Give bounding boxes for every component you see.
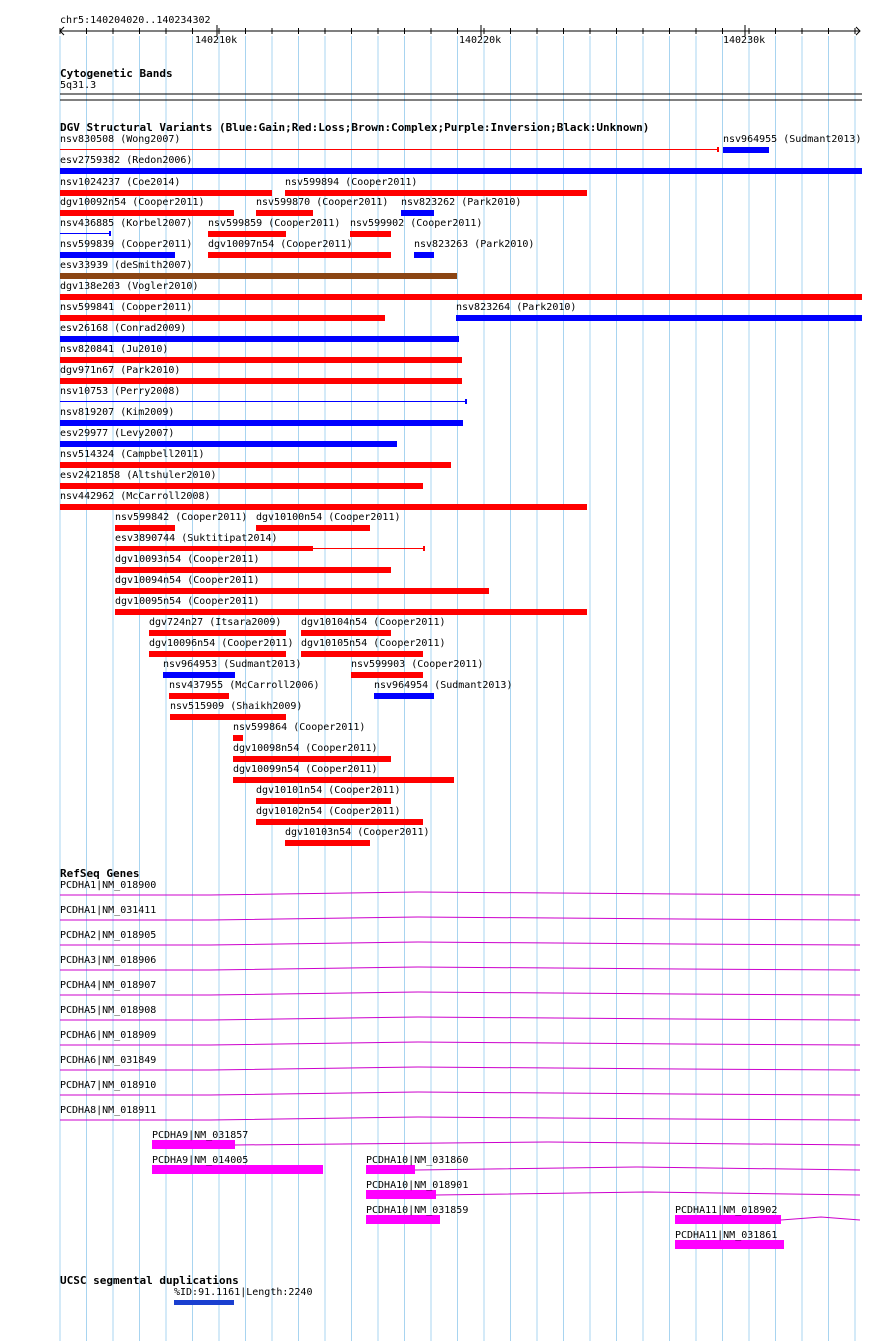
- dgv-feature-bar: [60, 210, 234, 216]
- dgv-feature-label: nsv819207 (Kim2009): [60, 407, 175, 418]
- refseq-gene-label: PCDHA10|NM_018901: [366, 1180, 469, 1191]
- dgv-feature-label: dgv724n27 (Itsara2009): [149, 617, 282, 628]
- dgv-feature-label: esv2421858 (Altshuler2010): [60, 470, 217, 481]
- refseq-track-marks: [60, 892, 860, 1249]
- dgv-feature-label: dgv10102n54 (Cooper2011): [256, 806, 401, 817]
- refseq-gene-label: PCDHA8|NM_018911: [60, 1105, 157, 1116]
- segdup-feature-bar: [174, 1300, 234, 1305]
- dgv-feature-label: nsv437955 (McCarroll2006): [169, 680, 320, 691]
- dgv-feature-label: nsv599903 (Cooper2011): [351, 659, 484, 670]
- dgv-feature-label: dgv138e203 (Vogler2010): [60, 281, 199, 292]
- dgv-feature-bar: [115, 525, 175, 531]
- dgv-track-title[interactable]: DGV Structural Variants (Blue:Gain;Red:Loss;Brown:Complex;Purple:Inversion;Black:Unknown): [60, 121, 650, 134]
- dgv-feature-label: dgv10103n54 (Cooper2011): [285, 827, 430, 838]
- dgv-feature-bar: [115, 588, 489, 594]
- dgv-feature-label: nsv599842 (Cooper2011): [115, 512, 248, 523]
- dgv-feature-bar: [374, 693, 434, 699]
- dgv-feature-label: dgv10104n54 (Cooper2011): [301, 617, 446, 628]
- dgv-feature-label: dgv10101n54 (Cooper2011): [256, 785, 401, 796]
- refseq-gene-label: PCDHA11|NM_018902: [675, 1205, 778, 1216]
- dgv-feature-label: dgv10098n54 (Cooper2011): [233, 743, 378, 754]
- dgv-feature-label: nsv599841 (Cooper2011): [60, 302, 193, 313]
- dgv-feature-bar: [169, 693, 229, 699]
- dgv-feature-bar: [60, 462, 451, 468]
- dgv-feature-bar: [301, 651, 423, 657]
- ruler-tick-label: 140220k: [459, 35, 502, 46]
- dgv-feature-bar: [149, 630, 286, 636]
- dgv-feature-label: esv26168 (Conrad2009): [60, 323, 187, 334]
- dgv-feature-label: nsv964955 (Sudmant2013): [723, 134, 862, 145]
- dgv-feature-label: dgv10100n54 (Cooper2011): [256, 512, 401, 523]
- dgv-feature-bar: [60, 273, 457, 279]
- refseq-gene-label: PCDHA9|NM_031857: [152, 1130, 249, 1141]
- dgv-feature-label: dgv10097n54 (Cooper2011): [208, 239, 353, 250]
- refseq-gene-intron: [60, 1067, 860, 1070]
- dgv-feature-label: esv29977 (Levy2007): [60, 428, 175, 439]
- dgv-feature-label: nsv515909 (Shaikh2009): [170, 701, 303, 712]
- dgv-feature-bar: [60, 168, 862, 174]
- dgv-feature-label: esv33939 (deSmith2007): [60, 260, 193, 271]
- dgv-feature-bar: [351, 672, 423, 678]
- dgv-feature-bar: [285, 190, 587, 196]
- dgv-feature-label: nsv514324 (Campbell2011): [60, 449, 205, 460]
- refseq-gene-intron: [60, 942, 860, 945]
- dgv-feature-label: nsv964954 (Sudmant2013): [374, 680, 513, 691]
- dgv-feature-bar: [60, 294, 862, 300]
- dgv-feature-label: esv3890744 (Suktitipat2014): [115, 533, 278, 544]
- cytoband-track-title[interactable]: Cytogenetic Bands: [60, 67, 173, 80]
- dgv-feature-label: nsv599894 (Cooper2011): [285, 177, 418, 188]
- dgv-feature-bar: [350, 231, 391, 237]
- dgv-feature-bar: [115, 546, 313, 551]
- dgv-feature-bar: [233, 735, 243, 741]
- dgv-feature-label: nsv442962 (McCarroll2008): [60, 491, 211, 502]
- dgv-feature-label: dgv10105n54 (Cooper2011): [301, 638, 446, 649]
- refseq-gene-label: PCDHA7|NM_018910: [60, 1080, 157, 1091]
- dgv-feature-bar: [723, 147, 769, 153]
- dgv-feature-bar: [60, 357, 462, 363]
- dgv-feature-label: nsv10753 (Perry2008): [60, 386, 181, 397]
- refseq-gene-intron: [781, 1217, 860, 1220]
- dgv-feature-label: nsv1024237 (Coe2014): [60, 177, 181, 188]
- dgv-feature-label: nsv823264 (Park2010): [456, 302, 577, 313]
- dgv-feature-bar: [60, 441, 397, 447]
- dgv-feature-bar: [60, 504, 587, 510]
- dgv-feature-label: dgv10092n54 (Cooper2011): [60, 197, 205, 208]
- dgv-feature-label: dgv10099n54 (Cooper2011): [233, 764, 378, 775]
- dgv-feature-bar: [301, 630, 391, 636]
- ruler-scale: [60, 27, 860, 35]
- dgv-feature-bar: [60, 315, 385, 321]
- refseq-gene-label: PCDHA6|NM_018909: [60, 1030, 157, 1041]
- refseq-gene-intron: [60, 992, 860, 995]
- refseq-gene-intron: [60, 1017, 860, 1020]
- dgv-feature-bar: [60, 483, 423, 489]
- dgv-feature-label: dgv10093n54 (Cooper2011): [115, 554, 260, 565]
- dgv-feature-bar: [414, 252, 434, 258]
- segdup-track-marks: [174, 1300, 234, 1305]
- dgv-feature-label: nsv823262 (Park2010): [401, 197, 522, 208]
- dgv-feature-bar: [256, 210, 313, 216]
- dgv-feature-label: nsv830508 (Wong2007): [60, 134, 181, 145]
- dgv-feature-bar: [60, 378, 462, 384]
- refseq-gene-intron: [415, 1167, 860, 1170]
- ruler-range-label: chr5:140204020..140234302: [60, 15, 211, 26]
- segdup-feature-label: %ID:91.1161|Length:2240: [174, 1287, 313, 1298]
- refseq-gene-label: PCDHA1|NM_031411: [60, 905, 157, 916]
- dgv-feature-label: nsv599902 (Cooper2011): [350, 218, 483, 229]
- dgv-feature-bar: [115, 609, 587, 615]
- refseq-gene-intron: [60, 917, 860, 920]
- dgv-feature-label: dgv10095n54 (Cooper2011): [115, 596, 260, 607]
- dgv-feature-label: nsv599859 (Cooper2011): [208, 218, 341, 229]
- ruler-tick-label: 140230k: [723, 35, 766, 46]
- refseq-gene-intron: [436, 1192, 860, 1195]
- dgv-feature-label: dgv10096n54 (Cooper2011): [149, 638, 294, 649]
- refseq-gene-label: PCDHA10|NM_031860: [366, 1155, 469, 1166]
- refseq-gene-label: PCDHA1|NM_018900: [60, 880, 157, 891]
- refseq-gene-label: PCDHA5|NM_018908: [60, 1005, 157, 1016]
- refseq-gene-label: PCDHA3|NM_018906: [60, 955, 157, 966]
- dgv-feature-bar: [60, 420, 463, 426]
- refseq-gene-label: PCDHA10|NM_031859: [366, 1205, 469, 1216]
- dgv-feature-bar: [233, 777, 454, 783]
- dgv-feature-label: dgv971n67 (Park2010): [60, 365, 181, 376]
- dgv-feature-bar: [163, 672, 235, 678]
- dgv-feature-bar: [208, 231, 286, 237]
- dgv-feature-bar: [60, 190, 272, 196]
- refseq-gene-intron: [60, 1117, 860, 1120]
- dgv-feature-label: nsv599839 (Cooper2011): [60, 239, 193, 250]
- dgv-feature-bar: [256, 525, 370, 531]
- dgv-feature-bar: [233, 756, 391, 762]
- dgv-feature-label: nsv599870 (Cooper2011): [256, 197, 389, 208]
- dgv-feature-bar: [115, 567, 391, 573]
- dgv-feature-bar: [149, 651, 286, 657]
- refseq-gene-label: PCDHA6|NM_031849: [60, 1055, 157, 1066]
- dgv-feature-label: nsv820841 (Ju2010): [60, 344, 169, 355]
- dgv-feature-label: nsv823263 (Park2010): [414, 239, 535, 250]
- refseq-gene-intron: [60, 892, 860, 895]
- dgv-feature-bar: [60, 336, 459, 342]
- refseq-gene-intron: [60, 1092, 860, 1095]
- dgv-feature-bar: [170, 714, 286, 720]
- refseq-gene-intron: [235, 1142, 860, 1145]
- dgv-feature-label: nsv599864 (Cooper2011): [233, 722, 366, 733]
- dgv-feature-bar: [401, 210, 434, 216]
- refseq-gene-label: PCDHA9|NM_014005: [152, 1155, 249, 1166]
- refseq-gene-label: PCDHA2|NM_018905: [60, 930, 157, 941]
- dgv-feature-label: nsv964953 (Sudmant2013): [163, 659, 302, 670]
- dgv-feature-bar: [256, 798, 391, 804]
- dgv-feature-bar: [60, 252, 175, 258]
- refseq-gene-intron: [60, 967, 860, 970]
- dgv-feature-bar: [285, 840, 370, 846]
- segdup-track-title[interactable]: UCSC segmental duplications: [60, 1274, 239, 1287]
- dgv-feature-label: dgv10094n54 (Cooper2011): [115, 575, 260, 586]
- refseq-gene-label: PCDHA11|NM_031861: [675, 1230, 778, 1241]
- ruler-tick-label: 140210k: [195, 35, 238, 46]
- refseq-gene-label: PCDHA4|NM_018907: [60, 980, 157, 991]
- cytoband-label: 5q31.3: [60, 80, 97, 91]
- refseq-gene-intron: [60, 1042, 860, 1045]
- dgv-feature-bar: [456, 315, 862, 321]
- dgv-feature-label: nsv436885 (Korbel2007): [60, 218, 193, 229]
- dgv-feature-bar: [208, 252, 391, 258]
- refseq-track-title[interactable]: RefSeq Genes: [60, 867, 140, 880]
- dgv-feature-bar: [256, 819, 423, 825]
- dgv-feature-label: esv2759382 (Redon2006): [60, 155, 193, 166]
